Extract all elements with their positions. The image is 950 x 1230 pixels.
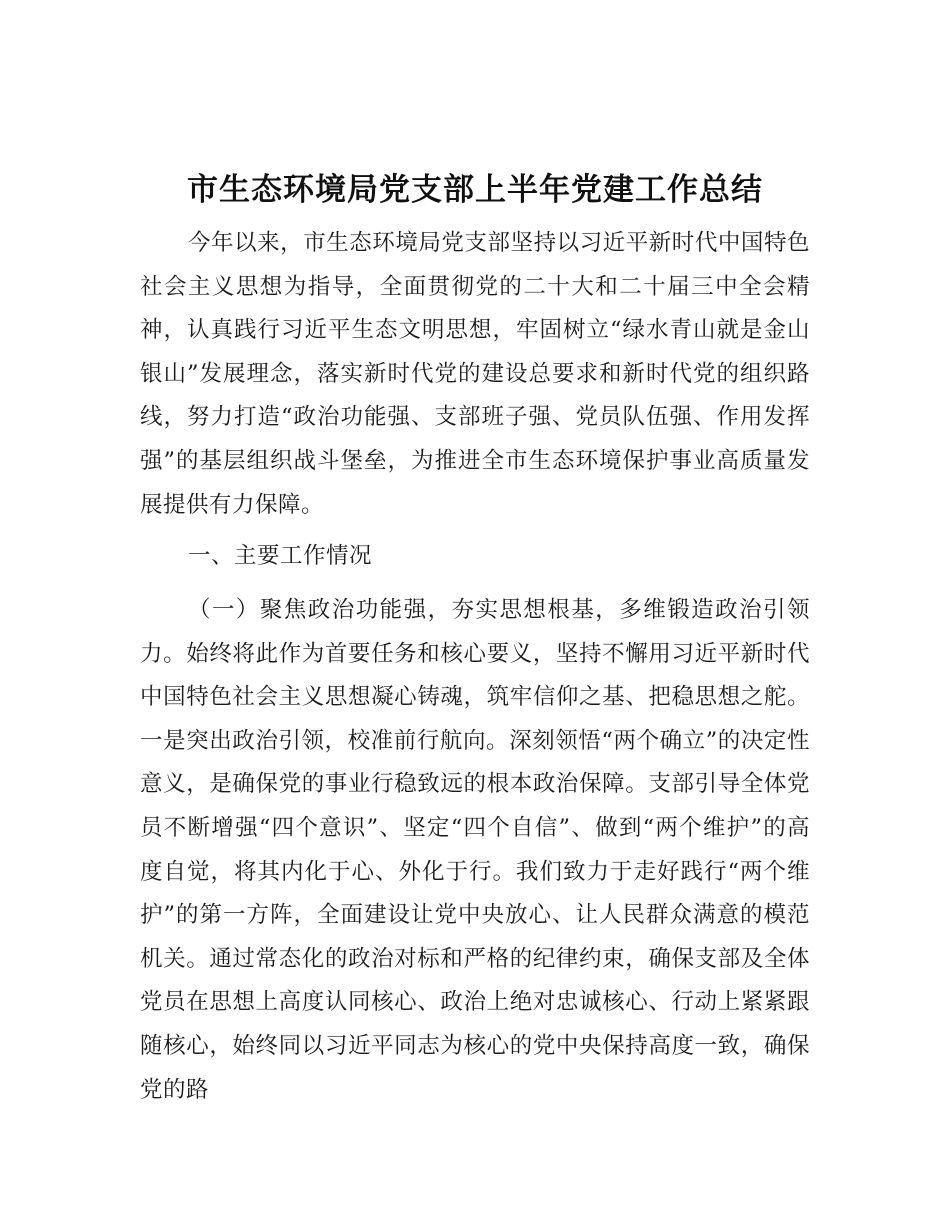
section-heading: 一、主要工作情况	[188, 543, 373, 569]
intro-paragraph: 今年以来，市生态环境局党支部坚持以习近平新时代中国特色社会主义思想为指导，全面贯彻党的二十大和二十届三中全会精神，认真践行习近平生态文明思想，牢固树立“绿水青山就是金山银山”发展理念，落实新时代党的建设总要求和新时代党的组织路线，努力打造“政治功能强、支部班子强、党员队伍强、作用发挥强”的基层组织战斗堡垒，为推进全市生态环境保护事业高质量发展提供有力保障。	[140, 230, 810, 518]
document-title: 市生态环境局党支部上半年党建工作总结	[187, 172, 763, 208]
section-paragraph: （一）聚焦政治功能强，夯实思想根基，多维锻造政治引领力。始终将此作为首要任务和核心要义，坚持不懈用习近平新时代中国特色社会主义思想凝心铸魂，筑牢信仰之基、把稳思想之舵。一是突出政治引领，校准前行航向。深刻领悟“两个确立”的决定性意义，是确保党的事业行稳致远的根本政治保障。支部引导全体党员不断增强“四个意识”、坚定“四个自信”、做到“两个维护”的高度自觉，将其内化于心、外化于行。我们致力于走好践行“两个维护”的第一方阵，全面建设让党中央放心、让人民群众满意的模范机关。通过常态化的政治对标和严格的纪律约束，确保支部及全体党员在思想上高度认同核心、政治上绝对忠诚核心、行动上紧紧跟随核心，始终同以习近平同志为核心的党中央保持高度一致，确保党的路	[140, 597, 810, 1103]
